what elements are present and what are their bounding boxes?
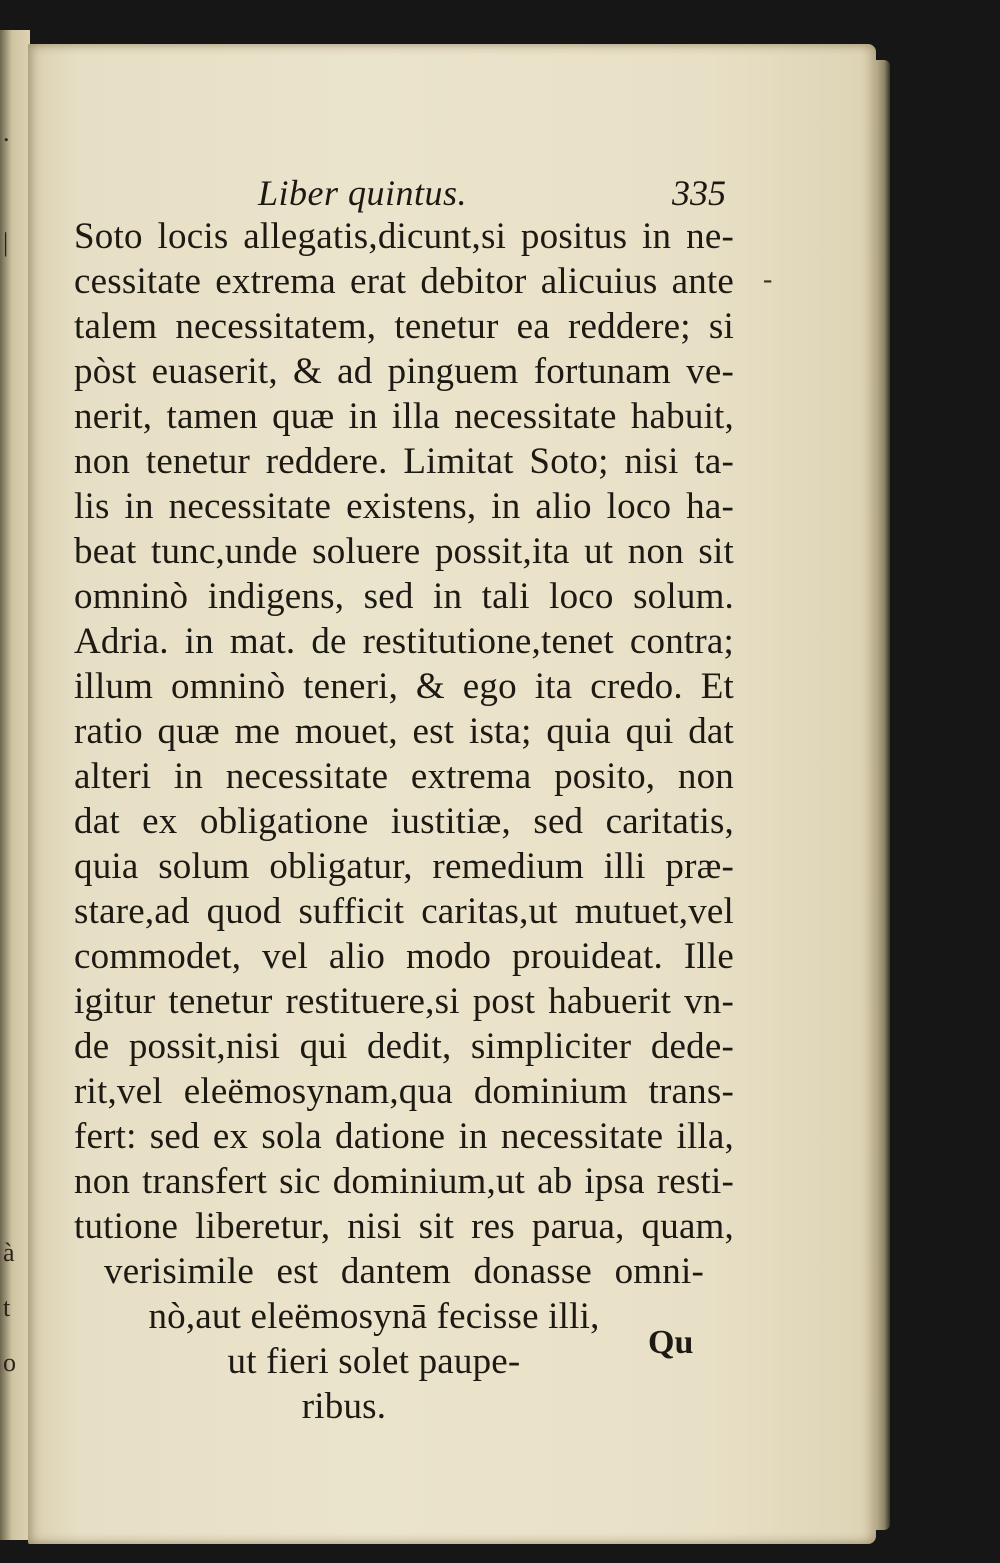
- text-line: alteri in necessitate extrema posito, non: [74, 756, 734, 797]
- text-line: ratio quæ me mouet, est ista; quia qui dat: [74, 711, 734, 752]
- text-line: pòst euaserit, & ad pinguem fortunam ve-: [74, 351, 734, 392]
- book-page: [28, 44, 876, 1544]
- text-line: fert: sed ex sola datione in necessitate illa,: [74, 1116, 734, 1157]
- text-line: igitur tenetur restituere,si post habuerit vn-: [74, 981, 734, 1022]
- text-line: stare,ad quod sufficit caritas,ut mutuet,vel: [74, 891, 734, 932]
- page-number: 335: [672, 173, 726, 213]
- text-line: lis in necessitate existens, in alio loco ha-: [74, 486, 734, 527]
- closing-line: ut fieri solet paupe-: [227, 1341, 521, 1382]
- catchword: Qu: [648, 1324, 694, 1361]
- closing-line: nò,aut eleëmosynā fecisse illi,: [148, 1296, 600, 1337]
- running-head: Liber quintus.: [258, 173, 468, 213]
- text-line: nerit, tamen quæ in illa necessitate habuit,: [74, 396, 734, 437]
- page-edge: [876, 60, 890, 1530]
- text-line: de possit,nisi qui dedit, simpliciter dede-: [74, 1026, 734, 1067]
- margin-mark: -: [763, 264, 773, 295]
- text-line: illum omninò teneri, & ego ita credo. Et: [74, 666, 734, 707]
- previous-page-edge: . | à t o: [0, 30, 30, 1540]
- page-header: [256, 172, 726, 216]
- text-line: tutione liberetur, nisi sit res parua, quam,: [74, 1206, 734, 1247]
- text-line: Adria. in mat. de restitutione,tenet contra;: [74, 621, 734, 662]
- text-line: cessitate extrema erat debitor alicuius ante: [74, 261, 734, 302]
- text-line: omninò indigens, sed in tali loco solum.: [74, 576, 734, 617]
- text-line: rit,vel eleëmosynam,qua dominium trans-: [74, 1071, 734, 1112]
- text-line: dat ex obligatione iustitiæ, sed caritatis,: [74, 801, 734, 842]
- body-text: [74, 214, 734, 1429]
- text-line: non transfert sic dominium,ut ab ipsa resti-: [74, 1161, 734, 1202]
- text-line: talem necessitatem, tenetur ea reddere; si: [74, 306, 734, 347]
- text-line: quia solum obligatur, remedium illi præ-: [74, 846, 734, 887]
- text-line: non tenetur reddere. Limitat Soto; nisi ta-: [74, 441, 734, 482]
- text-line: commodet, vel alio modo prouideat. Ille: [74, 936, 734, 977]
- closing-line: verisimile est dantem donasse omni-: [104, 1251, 704, 1292]
- text-line: Soto locis allegatis,dicunt,si positus in ne-: [74, 216, 734, 257]
- text-line: beat tunc,unde soluere possit,ita ut non sit: [74, 531, 734, 572]
- closing-line: ribus.: [301, 1386, 387, 1427]
